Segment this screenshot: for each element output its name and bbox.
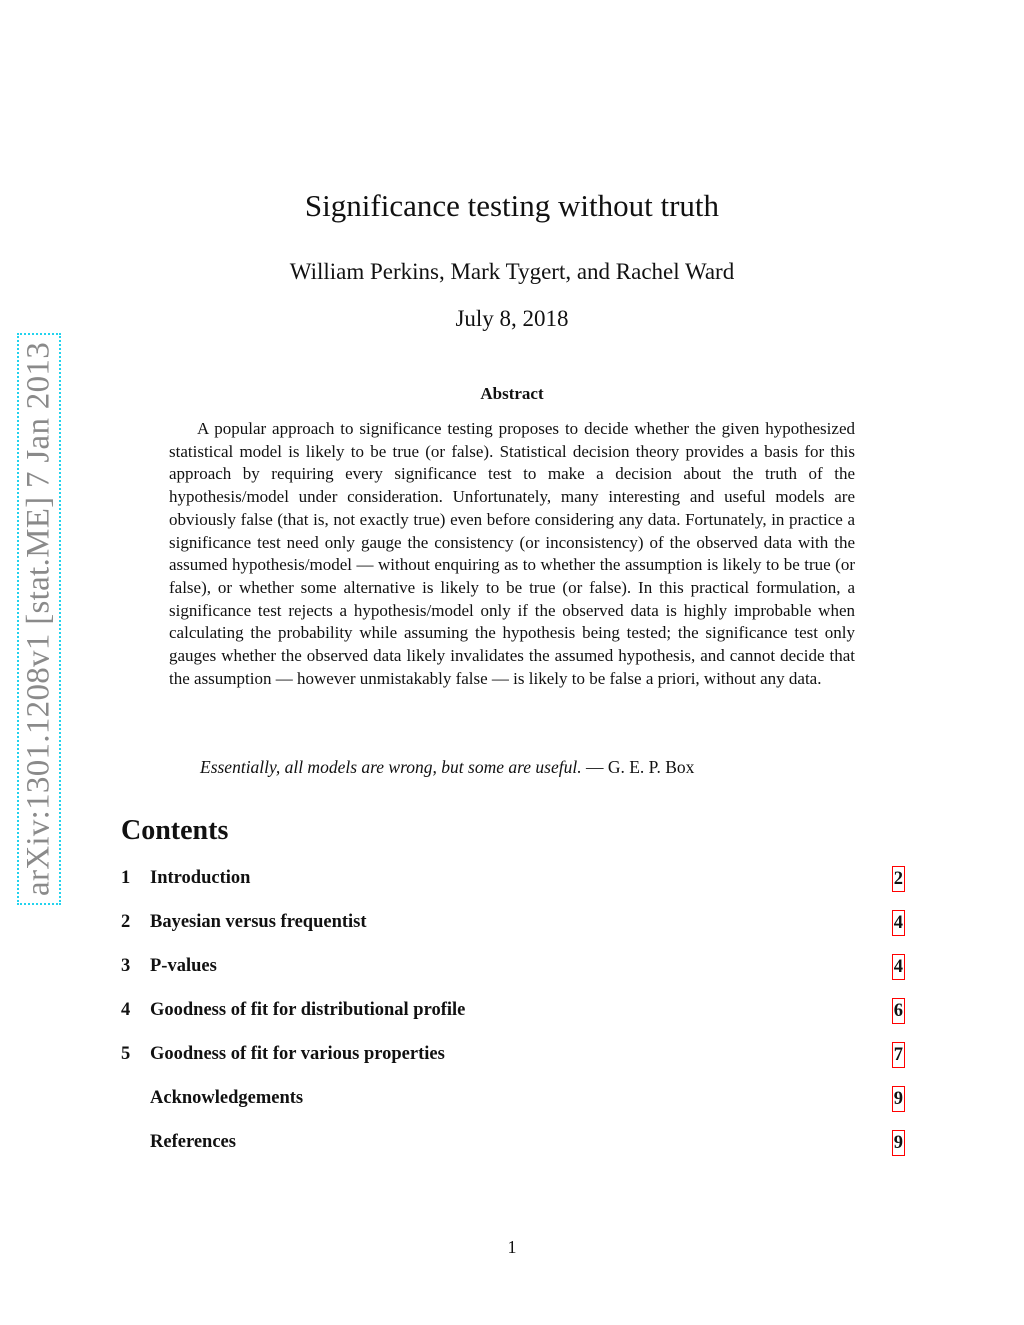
toc-entry-number: 4 [121, 1000, 131, 1020]
toc-entry [121, 998, 905, 1042]
toc-page-link[interactable]: 6 [892, 998, 905, 1024]
quote-text: Essentially, all models are wrong, but some are useful. [200, 757, 582, 777]
toc-entry-title: Goodness of fit for various properties [150, 1044, 445, 1064]
toc-entry-title: Acknowledgements [150, 1088, 304, 1108]
arxiv-identifier: arXiv:1301.1208v1 [stat.ME] 7 Jan 2013 [20, 342, 57, 896]
quote-attribution: — G. E. P. Box [585, 757, 695, 777]
page-number: 1 [507, 1237, 517, 1257]
toc-page-link[interactable]: 7 [892, 1042, 905, 1068]
paper-authors: William Perkins, Mark Tygert, and Rachel Ward [289, 259, 735, 284]
toc-entry [121, 1086, 905, 1130]
paper-title: Significance testing without truth [304, 188, 720, 223]
toc-entry-number: 2 [121, 912, 131, 932]
abstract-body: A popular approach to significance testing proposes to decide whether the given hypothesized statistical model is likely to be true (or false). Statistical decision theory provides a basis for this approach by requiring every significance test to make a decision about the truth of the hypothesis/model under consideration. Unfortunately, many interesting and useful models are obviously false (that is, not exactly true) even before considering any data. Fortunately, in practice a significance test need only gauge the consistency (or inconsistency) of the observed data with the assumed hypothesis/model — without enquiring as to whether the assumption is likely to be true (or false), or whether some alternative is likely to be true (or false). In this practical formulation, a significance test rejects a hypothesis/model only if the observed data is highly improbable when calculating the probability while assuming the hypothesis being tested; the significance test only gauges whether the observed data likely invalidates the assumed hypothesis, and cannot decide that the assumption — however unmistakably false — is likely to be false a priori, without any data. [169, 419, 855, 688]
toc-entry-title: P-values [150, 956, 217, 976]
toc-entry-number: 5 [121, 1044, 131, 1064]
paper-date: July 8, 2018 [455, 306, 569, 331]
abstract-heading: Abstract [480, 384, 544, 403]
toc-entry-number: 1 [121, 868, 131, 888]
toc-entry-title: Bayesian versus frequentist [150, 912, 367, 932]
toc-entry [121, 1042, 905, 1086]
toc-entry-title: References [150, 1132, 236, 1152]
toc-entry [121, 866, 905, 910]
contents-heading: Contents [121, 815, 229, 846]
toc-entry [121, 1130, 905, 1174]
toc-page-link[interactable]: 9 [892, 1086, 905, 1112]
toc-page-link[interactable]: 4 [892, 910, 905, 936]
toc-page-link[interactable]: 4 [892, 954, 905, 980]
toc-page-link[interactable]: 2 [892, 866, 905, 892]
toc-entry-number: 3 [121, 956, 131, 976]
toc-entry [121, 954, 905, 998]
arxiv-stamp[interactable] [17, 333, 61, 905]
table-of-contents [121, 866, 905, 1174]
epigraph-quote [200, 757, 900, 778]
toc-entry [121, 910, 905, 954]
toc-entry-title: Introduction [150, 868, 251, 888]
toc-entry-title: Goodness of fit for distributional profile [150, 1000, 466, 1020]
toc-page-link[interactable]: 9 [892, 1130, 905, 1156]
